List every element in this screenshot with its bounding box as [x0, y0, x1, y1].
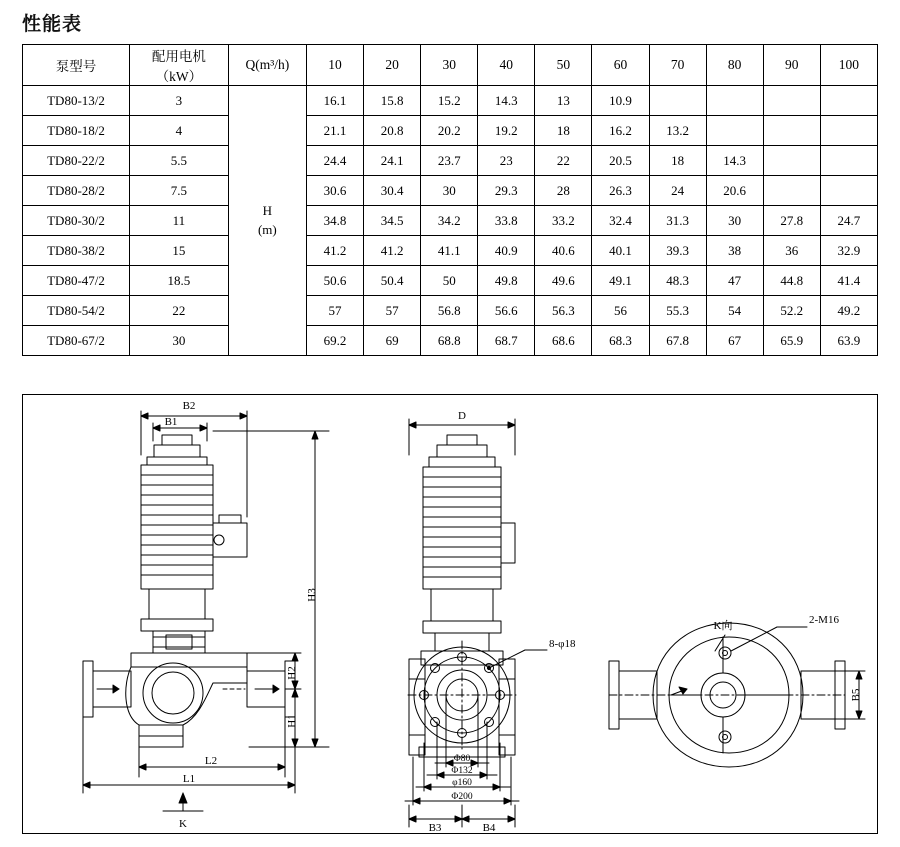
cell-value: 68.7 [478, 326, 535, 356]
label-b3: B3 [428, 822, 442, 833]
label-h2: H2 [286, 666, 298, 680]
cell-value: 30.6 [306, 176, 363, 206]
header-flow-70: 70 [649, 45, 706, 86]
header-flow-80: 80 [706, 45, 763, 86]
cell-value: 49.2 [820, 296, 877, 326]
head-label-line1: H [262, 202, 273, 218]
cell-value: 24.7 [820, 206, 877, 236]
cell-value [706, 116, 763, 146]
label-phi160: φ160 [452, 778, 472, 788]
cell-value: 21.1 [306, 116, 363, 146]
table-row [23, 326, 878, 356]
cell-value: 41.4 [820, 266, 877, 296]
cell-value: 16.1 [306, 86, 363, 116]
cell-value: 23 [478, 146, 535, 176]
label-k-front: K [179, 818, 187, 830]
cell-value: 44.8 [763, 266, 820, 296]
cell-value [763, 176, 820, 206]
head-label-line2: (m) [257, 221, 277, 237]
cell-value: 22 [535, 146, 592, 176]
cell-value [763, 146, 820, 176]
cell-power: 7.5 [130, 176, 229, 206]
label-b4: B4 [482, 822, 496, 833]
cell-value: 20.2 [421, 116, 478, 146]
cell-power: 5.5 [130, 146, 229, 176]
pump-dimension-drawing [23, 395, 877, 833]
label-b2: B2 [182, 400, 196, 412]
cell-value: 30 [706, 206, 763, 236]
cell-value: 49.8 [478, 266, 535, 296]
cell-model: TD80-13/2 [23, 86, 130, 116]
cell-value: 68.8 [421, 326, 478, 356]
cell-power: 11 [130, 206, 229, 236]
label-8-phi18: 8-φ18 [549, 638, 576, 650]
cell-value: 40.1 [592, 236, 649, 266]
header-flow-10: 10 [306, 45, 363, 86]
cell-value: 24 [649, 176, 706, 206]
performance-table-wrap [22, 44, 878, 356]
cell-power: 4 [130, 116, 229, 146]
cell-value: 67.8 [649, 326, 706, 356]
cell-value: 49.1 [592, 266, 649, 296]
cell-value: 54 [706, 296, 763, 326]
cell-value: 33.2 [535, 206, 592, 236]
cell-model: TD80-22/2 [23, 146, 130, 176]
table-row [23, 86, 878, 116]
cell-value: 41.1 [421, 236, 478, 266]
cell-value: 67 [706, 326, 763, 356]
label-h1: H1 [286, 714, 298, 728]
header-power-line2: （kW） [155, 69, 203, 84]
cell-model: TD80-30/2 [23, 206, 130, 236]
cell-value: 14.3 [706, 146, 763, 176]
head-label-cell [228, 86, 306, 356]
cell-value: 10.9 [592, 86, 649, 116]
table-row [23, 236, 878, 266]
label-2-m16: 2-M16 [809, 614, 839, 626]
label-l1: L1 [182, 773, 196, 785]
cell-value: 32.4 [592, 206, 649, 236]
cell-value: 49.6 [535, 266, 592, 296]
cell-model: TD80-38/2 [23, 236, 130, 266]
cell-value: 19.2 [478, 116, 535, 146]
cell-model: TD80-67/2 [23, 326, 130, 356]
cell-value: 56.8 [421, 296, 478, 326]
table-header-row [23, 45, 878, 86]
cell-value [763, 86, 820, 116]
label-k-direction: K向 [713, 620, 733, 632]
header-flow-40: 40 [478, 45, 535, 86]
header-flow-20: 20 [364, 45, 421, 86]
page-title: 性能表 [22, 14, 83, 35]
cell-value: 15.8 [364, 86, 421, 116]
cell-value: 68.3 [592, 326, 649, 356]
cell-value: 16.2 [592, 116, 649, 146]
header-flow-50: 50 [535, 45, 592, 86]
cell-value: 41.2 [306, 236, 363, 266]
label-phi200: Φ200 [451, 792, 473, 802]
cell-value: 69 [364, 326, 421, 356]
cell-value: 68.6 [535, 326, 592, 356]
cell-value: 39.3 [649, 236, 706, 266]
cell-value: 50.4 [364, 266, 421, 296]
table-row [23, 266, 878, 296]
header-power-line1: 配用电机 [151, 49, 206, 64]
cell-value: 14.3 [478, 86, 535, 116]
table-row [23, 296, 878, 326]
header-flow-100: 100 [820, 45, 877, 86]
cell-model: TD80-54/2 [23, 296, 130, 326]
cell-value: 33.8 [478, 206, 535, 236]
cell-value: 40.6 [535, 236, 592, 266]
table-row [23, 206, 878, 236]
label-phi80: Φ80 [453, 754, 471, 764]
cell-value: 56.3 [535, 296, 592, 326]
cell-value: 38 [706, 236, 763, 266]
cell-value [763, 116, 820, 146]
cell-value: 48.3 [649, 266, 706, 296]
cell-value: 20.8 [364, 116, 421, 146]
label-d: D [458, 410, 466, 422]
cell-value: 13.2 [649, 116, 706, 146]
cell-model: TD80-47/2 [23, 266, 130, 296]
technical-drawing-panel [22, 394, 878, 834]
cell-value: 15.2 [421, 86, 478, 116]
cell-value: 18 [535, 116, 592, 146]
cell-value: 41.2 [364, 236, 421, 266]
cell-value [820, 86, 877, 116]
cell-value: 55.3 [649, 296, 706, 326]
cell-value: 18 [649, 146, 706, 176]
label-h3: H3 [306, 588, 318, 602]
cell-value: 31.3 [649, 206, 706, 236]
header-flow-90: 90 [763, 45, 820, 86]
cell-value: 65.9 [763, 326, 820, 356]
table-row [23, 176, 878, 206]
cell-value: 24.4 [306, 146, 363, 176]
cell-value: 50.6 [306, 266, 363, 296]
cell-value [820, 176, 877, 206]
cell-power: 18.5 [130, 266, 229, 296]
cell-value: 50 [421, 266, 478, 296]
label-l2: L2 [204, 755, 218, 767]
cell-value [820, 116, 877, 146]
cell-value: 29.3 [478, 176, 535, 206]
label-b1: B1 [164, 416, 178, 428]
header-flow-30: 30 [421, 45, 478, 86]
cell-value: 34.2 [421, 206, 478, 236]
cell-value [649, 86, 706, 116]
cell-value: 34.5 [364, 206, 421, 236]
cell-value: 23.7 [421, 146, 478, 176]
label-phi132: Φ132 [451, 766, 473, 776]
header-power [130, 45, 229, 86]
header-model: 泵型号 [23, 45, 130, 86]
side-view-group [405, 419, 547, 827]
front-view-group [83, 411, 329, 811]
cell-value: 32.9 [820, 236, 877, 266]
cell-power: 22 [130, 296, 229, 326]
cell-value [820, 146, 877, 176]
cell-value: 36 [763, 236, 820, 266]
cell-value: 30.4 [364, 176, 421, 206]
cell-value: 20.5 [592, 146, 649, 176]
cell-value: 26.3 [592, 176, 649, 206]
cell-value: 24.1 [364, 146, 421, 176]
cell-power: 3 [130, 86, 229, 116]
cell-value: 20.6 [706, 176, 763, 206]
cell-value: 52.2 [763, 296, 820, 326]
cell-value: 34.8 [306, 206, 363, 236]
cell-value: 57 [306, 296, 363, 326]
cell-value: 30 [421, 176, 478, 206]
cell-value: 28 [535, 176, 592, 206]
performance-table [22, 44, 878, 356]
cell-value: 57 [364, 296, 421, 326]
cell-value: 56 [592, 296, 649, 326]
cell-power: 15 [130, 236, 229, 266]
cell-value: 63.9 [820, 326, 877, 356]
top-view-group [609, 623, 865, 767]
cell-power: 30 [130, 326, 229, 356]
cell-value: 69.2 [306, 326, 363, 356]
cell-value [706, 86, 763, 116]
cell-value: 47 [706, 266, 763, 296]
cell-value: 13 [535, 86, 592, 116]
header-flow-60: 60 [592, 45, 649, 86]
cell-model: TD80-28/2 [23, 176, 130, 206]
table-row [23, 146, 878, 176]
cell-value: 27.8 [763, 206, 820, 236]
table-row [23, 116, 878, 146]
cell-value: 40.9 [478, 236, 535, 266]
cell-value: 56.6 [478, 296, 535, 326]
label-b5: B5 [850, 688, 862, 702]
cell-model: TD80-18/2 [23, 116, 130, 146]
header-flow: Q(m³/h) [228, 45, 306, 86]
